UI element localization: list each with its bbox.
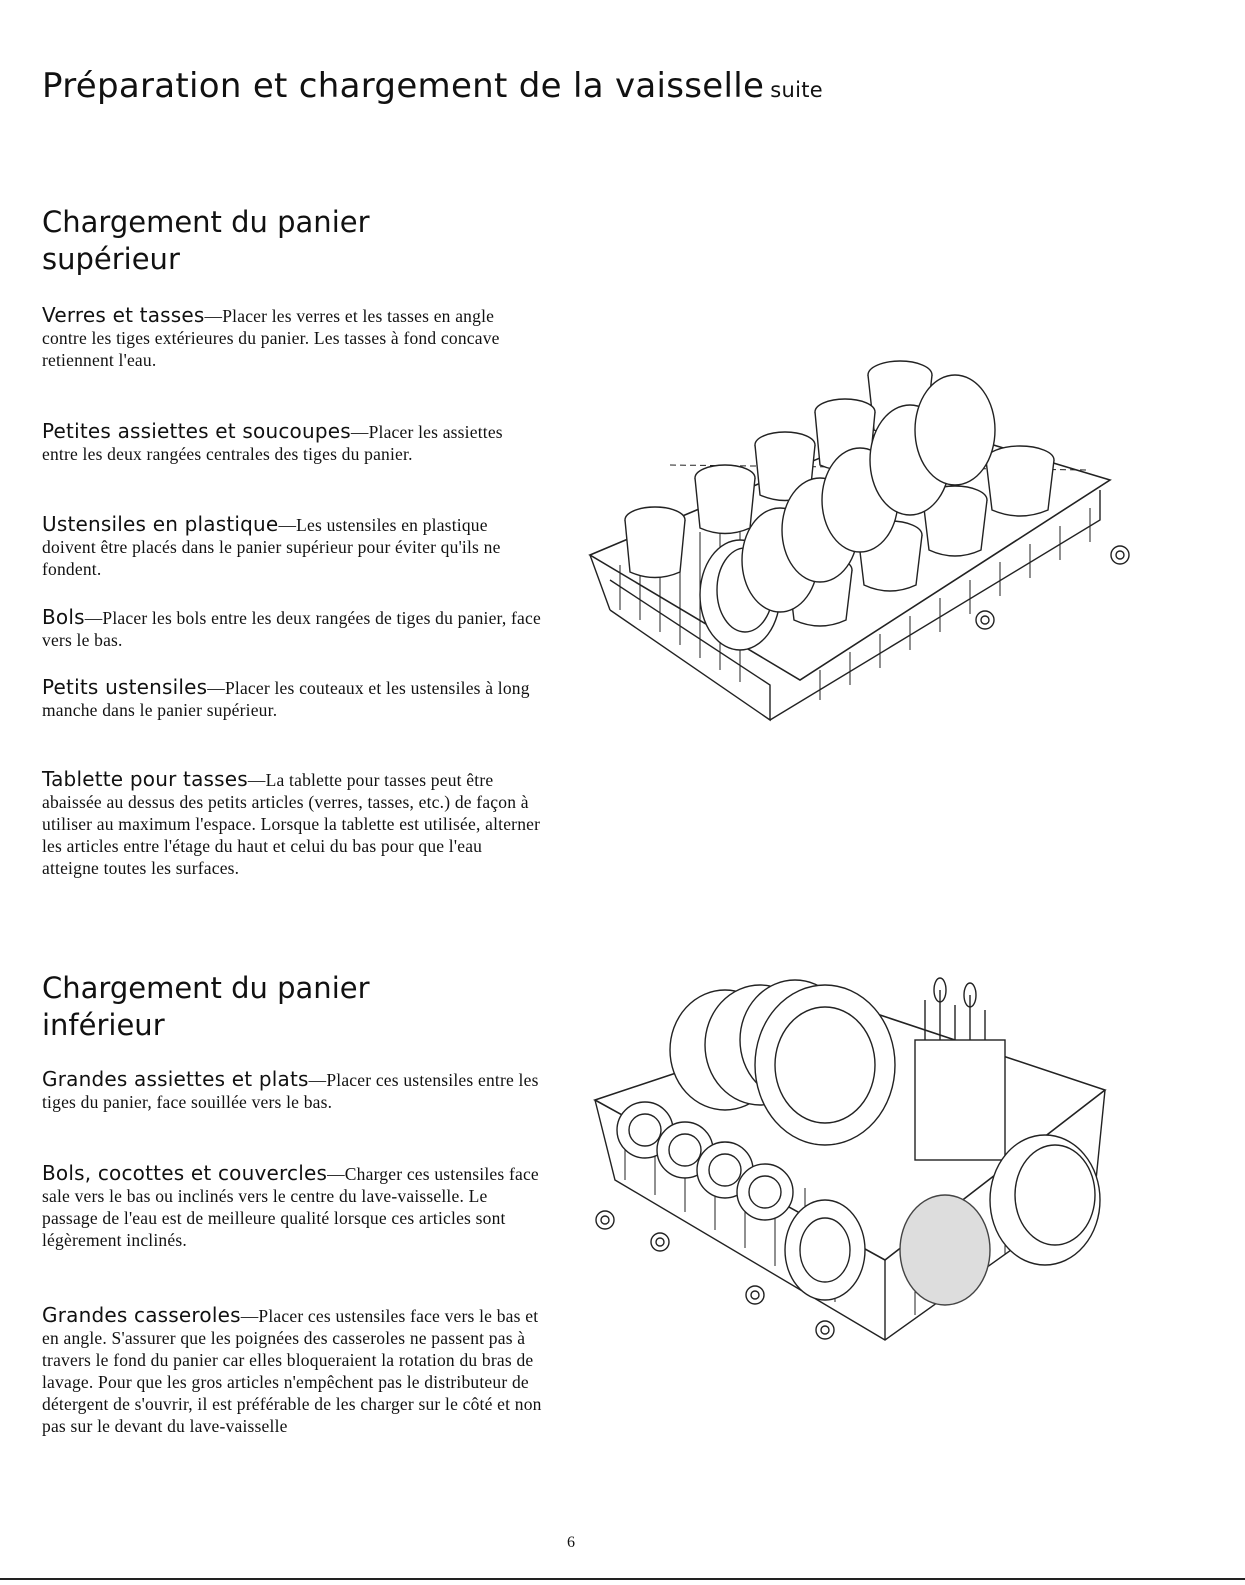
lower-rack-heading-line2: inférieur <box>42 1008 165 1042</box>
page-title-text: Préparation et chargement de la vaisselle <box>42 66 765 106</box>
upper-item-cup-shelf <box>42 768 542 879</box>
upper-item-bowls <box>42 606 542 651</box>
lower-rack-heading <box>42 970 522 1044</box>
item-text: —Placer ces ustensiles face vers le bas et en angle. S'assurer que les poignées des casseroles ne passent pas à travers le fond du panier car elles bloqueraient la rotation du bras de lavage. Pour que les gros articles n'empêchent pas le distributeur de détergent de s'ouvrir, il est préférable de les charger sur le côté et non pas sur le devant du lave-vaisselle <box>42 1306 542 1436</box>
lower-item-bowls-casseroles <box>42 1162 542 1251</box>
page-title-suffix: suite <box>770 78 823 102</box>
lower-item-large-pots <box>42 1304 542 1437</box>
item-text: —Placer les assiettes entre les deux rangées centrales des tiges du panier. <box>42 422 503 464</box>
item-text: —La tablette pour tasses peut être abaissée au dessus des petits articles (verres, tasses, etc.) de façon à utiliser au maximum l'espace. Lorsque la tablette est utilisée, alterner les articles entre l'étage du haut et celui du bas pour que l'eau atteigne toutes les surfaces. <box>42 770 541 878</box>
item-text: —Placer ces ustensiles entre les tiges du panier, face souillée vers le bas. <box>42 1070 539 1112</box>
upper-rack-heading-line2: supérieur <box>42 242 180 276</box>
upper-item-plastic <box>42 513 542 580</box>
item-lead: Ustensiles en plastique <box>42 512 279 536</box>
item-text: —Placer les bols entre les deux rangées de tiges du panier, face vers le bas. <box>42 608 541 650</box>
upper-rack-heading <box>42 204 522 278</box>
item-text: —Charger ces ustensiles face sale vers le bas ou inclinés vers le centre du lave-vaisselle. Le passage de l'eau est de meilleure qualité lorsque ces articles sont légèrement inclinés. <box>42 1164 539 1250</box>
footer-rule <box>0 1578 1245 1580</box>
item-lead: Petites assiettes et soucoupes <box>42 419 351 443</box>
item-text: —Placer les couteaux et les ustensiles à long manche dans le panier supérieur. <box>42 678 530 720</box>
item-lead: Petits ustensiles <box>42 675 208 699</box>
item-lead: Bols <box>42 605 85 629</box>
item-lead: Tablette pour tasses <box>42 767 248 791</box>
lower-item-large-plates <box>42 1068 542 1113</box>
upper-item-small-plates <box>42 420 542 465</box>
item-lead: Bols, cocottes et couvercles <box>42 1161 328 1185</box>
upper-rack-illustration <box>580 350 1130 730</box>
item-lead: Grandes assiettes et plats <box>42 1067 309 1091</box>
page-number: 6 <box>567 1534 575 1551</box>
item-lead: Verres et tasses <box>42 303 205 327</box>
item-text: —Placer les verres et les tasses en angle contre les tiges extérieures du panier. Les tasses à fond concave retiennent l'eau. <box>42 306 500 370</box>
item-lead: Grandes casseroles <box>42 1303 241 1327</box>
lower-rack-heading-line1: Chargement du panier <box>42 971 370 1005</box>
item-text: —Les ustensiles en plastique doivent être placés dans le panier supérieur pour éviter qu'ils ne fondent. <box>42 515 501 579</box>
lower-rack-illustration <box>585 970 1125 1370</box>
upper-item-small-utensils <box>42 676 542 721</box>
page-title <box>42 66 823 106</box>
upper-rack-heading-line1: Chargement du panier <box>42 205 370 239</box>
upper-item-glasses <box>42 304 542 371</box>
